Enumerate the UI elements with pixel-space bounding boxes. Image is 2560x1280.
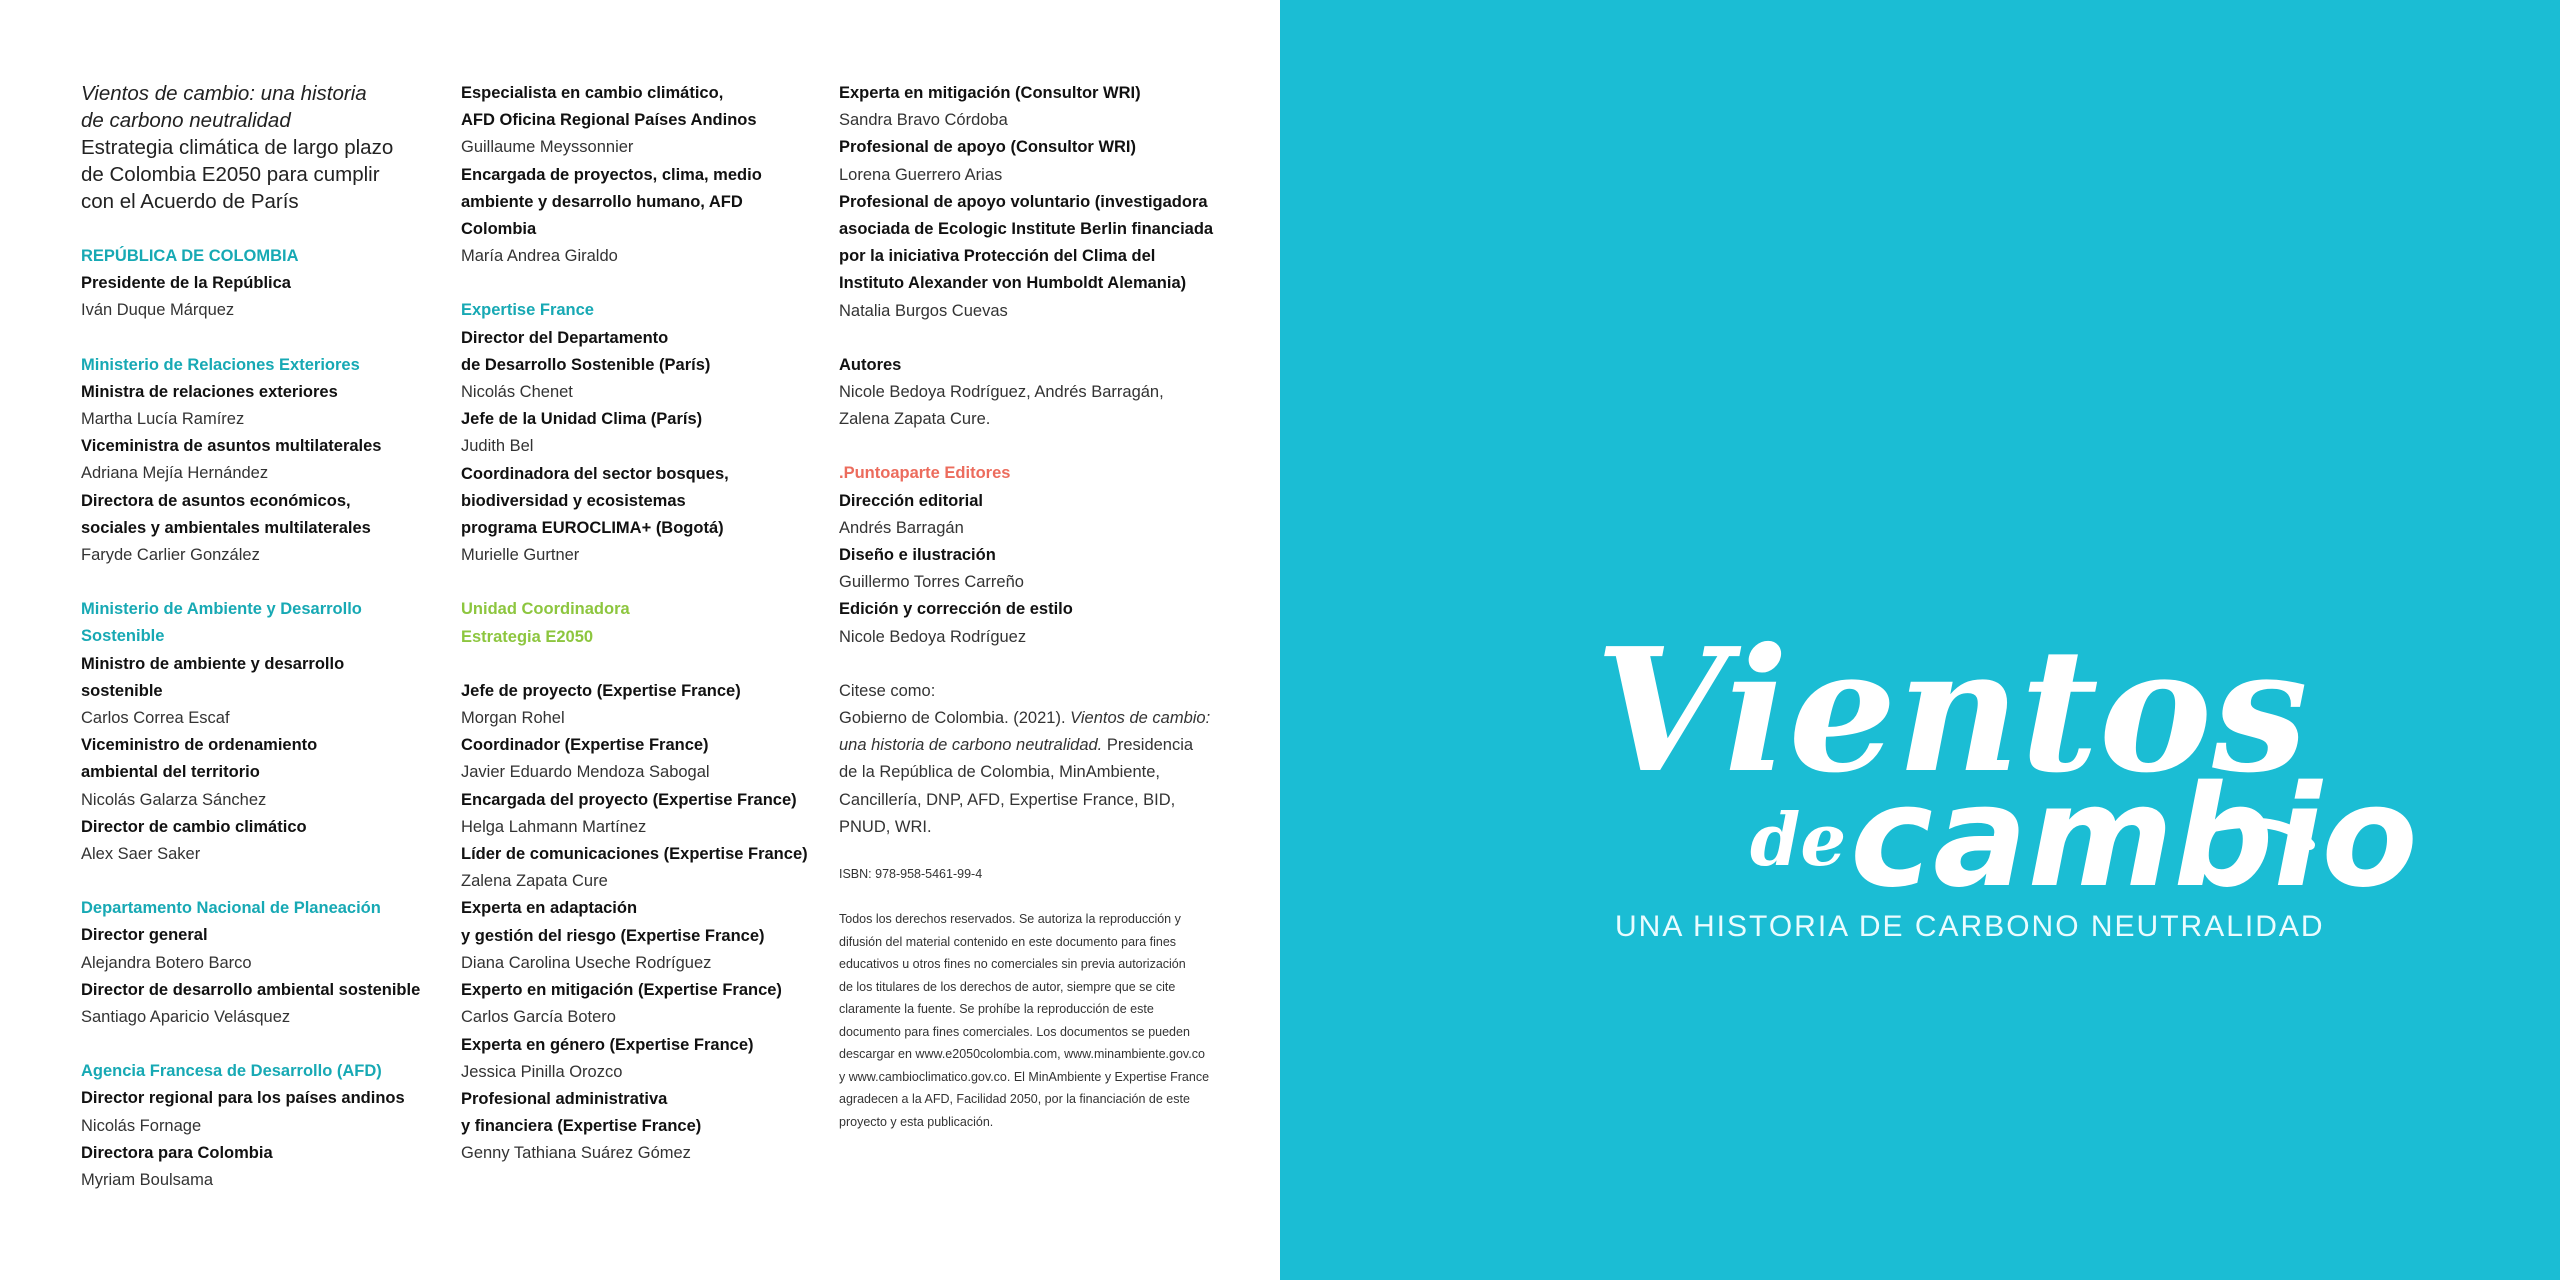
credit-name: Lorena Guerrero Arias — [839, 165, 1003, 184]
credit-role: Líder de comunicaciones (Expertise France) — [461, 845, 808, 864]
credit-name: Jessica Pinilla Orozco — [461, 1062, 623, 1081]
rights-line: claramente la fuente. Se prohíbe la reproducción de este — [839, 1002, 1154, 1017]
credit-name: Andrés Barragán — [839, 518, 964, 537]
section-heading-unidad-2: Estrategia E2050 — [461, 627, 594, 646]
section-heading-puntoaparte: .Puntoaparte Editores — [839, 464, 1011, 483]
credit-name: Carlos García Botero — [461, 1008, 616, 1027]
credits-column-1 — [81, 80, 421, 1194]
rights-line: descargar en www.e2050colombia.com, www.minambiente.gov.co — [839, 1047, 1205, 1062]
credits-column-3 — [839, 80, 1219, 1133]
citation-label: Citese como: — [839, 681, 936, 700]
credit-role: Profesional de apoyo (Consultor WRI) — [839, 138, 1137, 157]
subtitle-line-3: con el Acuerdo de París — [81, 190, 299, 213]
section-heading-republica: REPÚBLICA DE COLOMBIA — [81, 247, 299, 265]
credit-role: Coordinadora del sector bosques, — [461, 464, 729, 483]
credit-name: Nicole Bedoya Rodríguez — [839, 627, 1027, 646]
section-heading-relaciones: Ministerio de Relaciones Exteriores — [81, 355, 360, 374]
credit-role: ambiente y desarrollo humano, AFD Colombia — [461, 192, 743, 239]
credit-role: Director general — [81, 926, 208, 945]
subtitle-line-1: Estrategia climática de largo plazo — [81, 136, 394, 159]
citation-line-3: de la República de Colombia, MinAmbiente, — [839, 763, 1161, 782]
credit-name: Javier Eduardo Mendoza Sabogal — [461, 763, 710, 782]
credit-role: Presidente de la República — [81, 274, 291, 293]
book-subtitle — [81, 134, 421, 215]
credit-role: programa EUROCLIMA+ (Bogotá) — [461, 519, 724, 538]
credit-name: Judith Bel — [461, 437, 534, 456]
rights-line: documento para fines comerciales. Los documentos se pueden — [839, 1024, 1190, 1039]
credit-name: Helga Lahmann Martínez — [461, 817, 647, 836]
credit-role: Director de desarrollo ambiental sostenible — [81, 980, 421, 999]
rights-line: difusión del material contenido en este documento para fines — [839, 934, 1177, 949]
credit-role: Edición y corrección de estilo — [839, 600, 1073, 619]
credit-role: Instituto Alexander von Humboldt Alemania) — [839, 274, 1187, 293]
credit-name: Iván Duque Márquez — [81, 301, 235, 320]
rights-line: de los titulares de los derechos de autor, siempre que se cite — [839, 979, 1176, 994]
credit-name: Alex Saer Saker — [81, 845, 201, 864]
credit-role: Experta en género (Expertise France) — [461, 1035, 754, 1054]
section-heading-ambiente: Ministerio de Ambiente y Desarrollo — [81, 600, 362, 619]
credit-role: Viceministra de asuntos multilaterales — [81, 437, 382, 456]
credit-role: por la iniciativa Protección del Clima del — [839, 247, 1156, 266]
credit-role: Directora de asuntos económicos, — [81, 491, 351, 510]
credit-name: Guillaume Meyssonnier — [461, 138, 634, 157]
cover-tagline: UNA HISTORIA DE CARBONO NEUTRALIDAD — [1615, 910, 2325, 943]
credit-name: Morgan Rohel — [461, 709, 565, 728]
section-heading-ambiente-2: Sostenible — [81, 627, 165, 646]
credit-name: Nicolás Galarza Sánchez — [81, 790, 267, 809]
credit-role: Profesional administrativa — [461, 1089, 668, 1108]
cover-logo — [1280, 600, 2560, 960]
credit-name: Santiago Aparicio Velásquez — [81, 1008, 291, 1027]
credit-name: Guillermo Torres Carreño — [839, 573, 1024, 592]
credit-name: Faryde Carlier González — [81, 546, 260, 565]
credit-name: Zalena Zapata Cure — [461, 872, 608, 891]
rights-line: proyecto y esta publicación. — [839, 1114, 994, 1129]
credit-role: Coordinador (Expertise France) — [461, 736, 709, 755]
authors-names: Nicole Bedoya Rodríguez, Andrés Barragán, — [839, 383, 1164, 402]
credit-role: de Desarrollo Sostenible (París) — [461, 355, 711, 374]
credit-role: y financiera (Expertise France) — [461, 1117, 702, 1136]
credit-name: Diana Carolina Useche Rodríguez — [461, 953, 712, 972]
credit-role: Directora para Colombia — [81, 1143, 273, 1162]
logo-word-cambio: cambio — [1850, 756, 2418, 919]
credit-name: Sandra Bravo Córdoba — [839, 111, 1008, 130]
section-heading-unidad: Unidad Coordinadora — [461, 600, 630, 619]
credit-name: Nicolás Chenet — [461, 383, 573, 402]
citation-line-5: PNUD, WRI. — [839, 817, 932, 836]
credits-column-2 — [461, 80, 821, 1168]
authors-heading: Autores — [839, 355, 902, 374]
credit-role: ambiental del territorio — [81, 763, 260, 782]
credit-name: Myriam Boulsama — [81, 1171, 214, 1190]
citation-text: Presidencia — [1102, 736, 1194, 755]
credit-role: Ministra de relaciones exteriores — [81, 382, 338, 401]
credit-role: Director del Departamento — [461, 328, 669, 347]
credit-name: Martha Lucía Ramírez — [81, 410, 245, 429]
citation-title: Vientos de cambio: — [1070, 709, 1211, 728]
citation-line-4: Cancillería, DNP, AFD, Expertise France, BID, — [839, 790, 1176, 809]
credit-role: Experta en adaptación — [461, 899, 638, 918]
credit-role: Encargada del proyecto (Expertise France) — [461, 790, 797, 809]
rights-notice — [839, 908, 1219, 1133]
rights-line: agradecen a la AFD, Facilidad 2050, por la financiación de este — [839, 1092, 1190, 1107]
section-heading-expertise: Expertise France — [461, 301, 594, 320]
section-heading-planeacion: Departamento Nacional de Planeación — [81, 899, 381, 918]
credit-name: Alejandra Botero Barco — [81, 953, 252, 972]
credit-role: Ministro de ambiente y desarrollo sostenible — [81, 654, 345, 700]
credit-role: Jefe de proyecto (Expertise France) — [461, 681, 741, 700]
credit-name: Carlos Correa Escaf — [81, 709, 230, 728]
citation-line-2 — [839, 732, 1219, 759]
credit-name: María Andrea Giraldo — [461, 247, 618, 266]
credit-role: Diseño e ilustración — [839, 546, 996, 565]
rights-line: educativos u otros fines no comerciales sin previa autorización — [839, 957, 1186, 972]
isbn: ISBN: 978-958-5461-99-4 — [839, 867, 983, 882]
credit-role: Viceministro de ordenamiento — [81, 736, 318, 755]
citation-text: Gobierno de Colombia. (2021). — [839, 709, 1071, 728]
logo-lettering — [1280, 600, 2560, 960]
credit-role: Experto en mitigación (Expertise France) — [461, 981, 782, 1000]
credit-role: y gestión del riesgo (Expertise France) — [461, 926, 765, 945]
credit-role: Especialista en cambio climático, — [461, 84, 724, 102]
credit-role: Jefe de la Unidad Clima (París) — [461, 410, 703, 429]
citation-title: una historia de carbono neutralidad. — [839, 736, 1103, 755]
subtitle-line-2: de Colombia E2050 para cumplir — [81, 163, 380, 186]
credit-name: Murielle Gurtner — [461, 546, 580, 565]
cover-page — [1280, 0, 2560, 1280]
credit-name: Nicolás Fornage — [81, 1116, 202, 1135]
credit-role: AFD Oficina Regional Países Andinos — [461, 111, 757, 130]
logo-word-vientos: Vientos — [1595, 611, 2308, 811]
book-title-line-1: Vientos de cambio: una historia — [81, 82, 367, 105]
authors-names-2: Zalena Zapata Cure. — [839, 410, 991, 429]
credit-role: asociada de Ecologic Institute Berlin financiada — [839, 220, 1214, 239]
credit-name: Adriana Mejía Hernández — [81, 464, 269, 483]
credit-role: Director de cambio climático — [81, 817, 307, 836]
credit-role: Profesional de apoyo voluntario (investigadora — [839, 192, 1208, 211]
credit-role: Director regional para los países andinos — [81, 1089, 405, 1108]
credit-role: Dirección editorial — [839, 491, 983, 510]
credit-role: Experta en mitigación (Consultor WRI) — [839, 84, 1141, 102]
credit-role: biodiversidad y ecosistemas — [461, 491, 686, 510]
rights-line: Todos los derechos reservados. Se autoriza la reproducción y — [839, 912, 1181, 927]
rights-line: y www.cambioclimatico.gov.co. El MinAmbiente y Expertise France — [839, 1069, 1210, 1084]
credit-name: Natalia Burgos Cuevas — [839, 301, 1008, 320]
section-heading-afd: Agencia Francesa de Desarrollo (AFD) — [81, 1062, 382, 1081]
citation-line-1 — [839, 705, 1219, 732]
credit-role: sociales y ambientales multilaterales — [81, 518, 371, 537]
book-title-line-2: de carbono neutralidad — [81, 109, 291, 132]
logo-word-de: de — [1750, 797, 1847, 882]
credit-name: Genny Tathiana Suárez Gómez — [461, 1144, 691, 1163]
credit-role: Encargada de proyectos, clima, medio — [461, 165, 762, 184]
